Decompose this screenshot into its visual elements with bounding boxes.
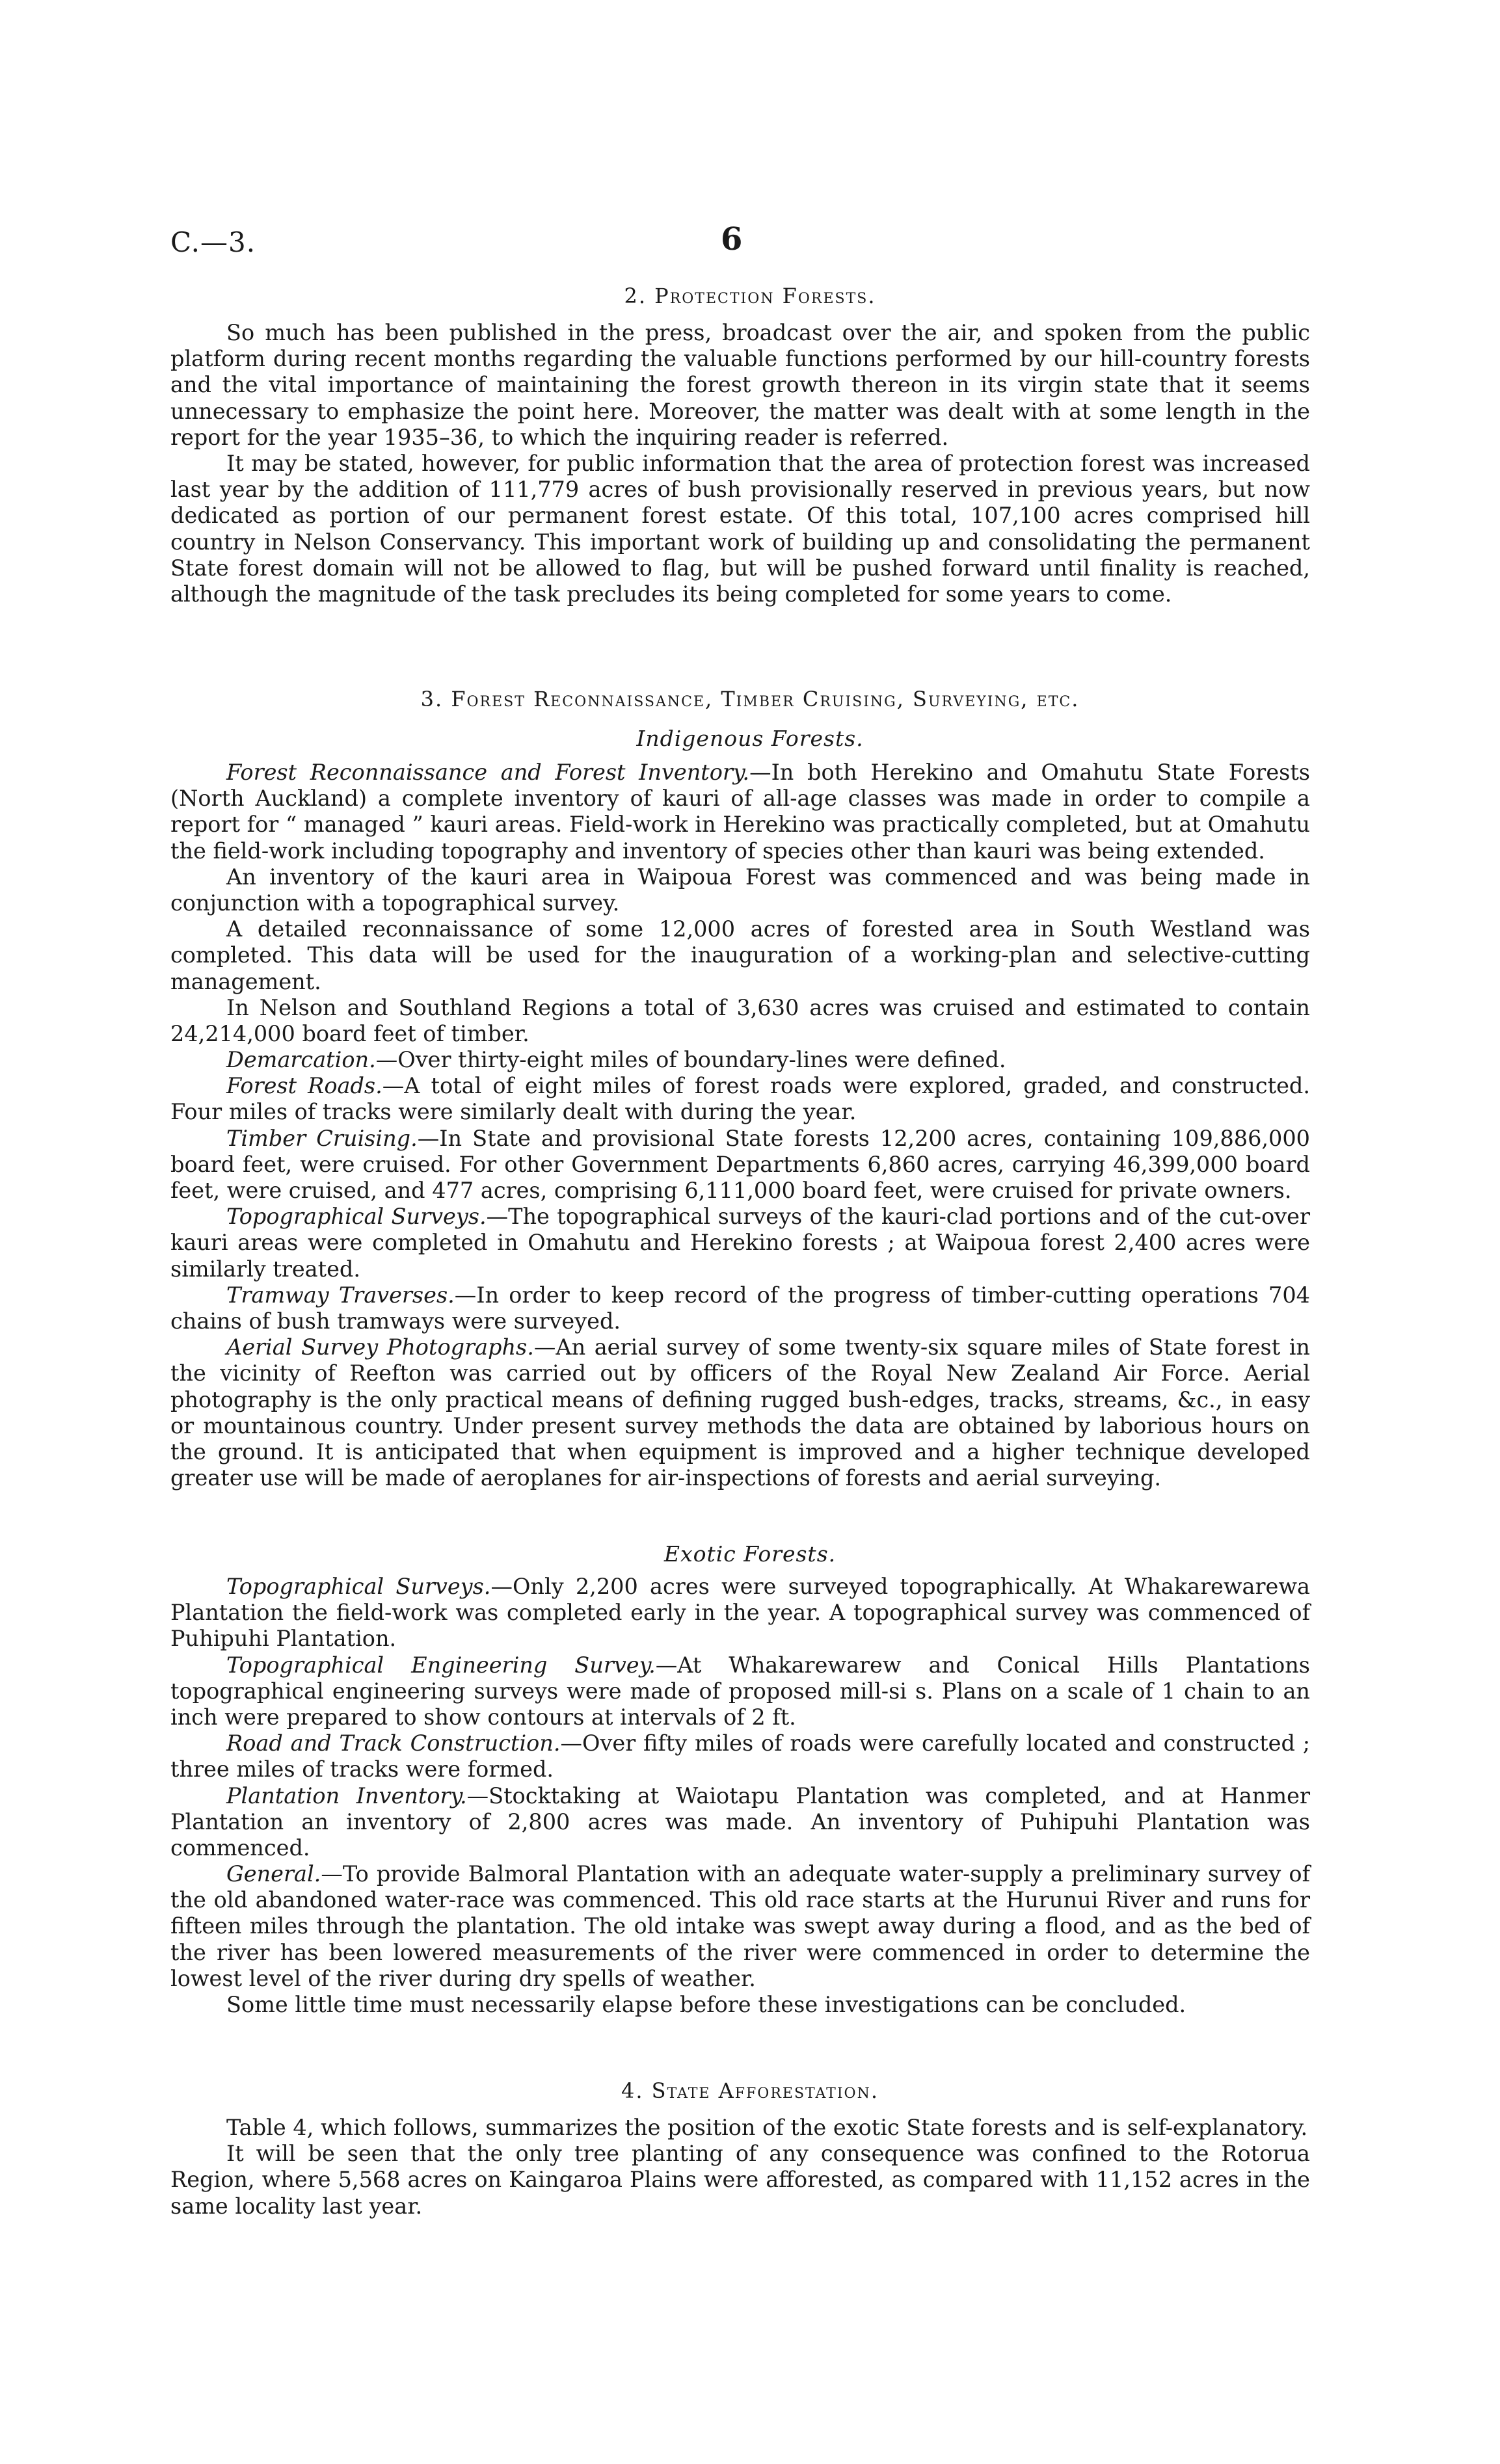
paragraph <box>170 864 1310 916</box>
paragraph-lead: General. <box>226 1861 321 1887</box>
paragraph-text: —Over fifty miles of roads were carefully located and constructed ; three miles of tracks were formed. <box>170 1730 1311 1782</box>
paragraph-text: In Nelson and Southland Regions a total of 3,630 acres was cruised and estimated to contain 24,214,000 board feet of timber. <box>170 994 1310 1046</box>
paragraph-text: —Over thirty-eight miles of boundary-lines were defined. <box>375 1047 1006 1073</box>
paragraph: Table 4, which follows, summarizes the position of the exotic State forests and is self-explanatory. <box>226 2115 1308 2140</box>
section-heading-protection-forests: 2. Protection Forests. <box>624 284 876 308</box>
section-protection-forests-body <box>170 320 1310 607</box>
paragraph-lead: Timber Cruising. <box>226 1125 418 1151</box>
paragraph-lead: Topographical Surveys. <box>226 1204 487 1230</box>
paragraph-lead: Topographical Surveys. <box>226 1574 491 1599</box>
paragraph-lead: Tramway Traverses. <box>226 1282 455 1308</box>
paragraph <box>170 1574 1310 1652</box>
paragraph-lead: Aerial Survey Photographs. <box>226 1334 534 1360</box>
exotic-forests-body <box>170 1574 1310 2018</box>
paragraph-lead: Road and Track Construction. <box>226 1730 561 1756</box>
paragraph <box>170 760 1310 864</box>
paragraph-lead: Forest Roads. <box>226 1073 382 1099</box>
paragraph-text: —To provide Balmoral Plantation with an adequate water-supply a preliminary survey of the old abandoned water-race was commenced. This old race starts at the Hurunui River and runs for fifteen miles through the plantation. The old intake was swept away during a flood, and as the bed of the river has been lowered measurements of the river were commenced in order to determine the lowest level of the river during dry spells of weather. <box>170 1861 1310 1991</box>
paragraph <box>170 1334 1310 1491</box>
section-heading-state-afforestation: 4. State Afforestation. <box>621 2078 879 2103</box>
page-reference: C.—3. <box>170 226 256 258</box>
paragraph <box>170 1992 1310 2018</box>
paragraph-text: —The topographical surveys of the kauri-clad portions and of the cut-over kauri areas were completed in Omahutu and Herekino forests ; at Waipoua forest 2,400 acres were similarly treated. <box>170 1204 1311 1282</box>
paragraph-text: —At Whakarewarew and Conical Hills Plantations topographical engineering surveys were made of proposed mill-si s. Plans on a scale of 1 chain to an inch were prepared to show contours at intervals of 2 ft. <box>170 1652 1310 1730</box>
paragraph <box>170 1783 1310 1862</box>
page-number: 6 <box>721 221 743 258</box>
paragraph-text: —In State and provisional State forests 12,200 acres, containing 109,886,000 board feet, were cruised. For other Government Departments 6,860 acres, carrying 46,399,000 board feet, were cruised, and 477 acres, comprising 6,111,000 board feet, were cruised for private owners. <box>170 1125 1310 1203</box>
paragraph-lead: Forest Reconnaissance and Forest Inventory. <box>226 760 750 785</box>
section-heading-forest-reconnaissance: 3. Forest Reconnaissance, Timber Cruising, Surveying, etc. <box>420 687 1080 711</box>
paragraph <box>170 1047 1310 1073</box>
paragraph: It will be seen that the only tree planting of any consequence was confined to the Rotorua Region, where 5,568 acres on Kaingaroa Plains were afforested, as compared with 11,152 acres in the same locality last year. <box>170 2141 1310 2219</box>
indigenous-forests-body <box>170 760 1310 1491</box>
paragraph <box>170 995 1310 1047</box>
paragraph-text: An inventory of the kauri area in Waipoua Forest was commenced and was being made in conjunction with a topographical survey. <box>170 864 1310 916</box>
paragraph <box>170 916 1310 995</box>
paragraph: So much has been published in the press, broadcast over the air, and spoken from the public platform during recent months regarding the valuable functions performed by our hill-country forests and the vital importance of maintaining the forest growth thereon in its virgin state that it seems unnecessary to emphasize the point here. Moreover, the matter was dealt with at some length in the report for the year 1935–36, to which the inquiring reader is referred. <box>170 320 1310 450</box>
paragraph <box>170 1126 1310 1204</box>
paragraph-text: —In order to keep record of the progress of timber-cutting operations 704 chains of bush tramways were surveyed. <box>170 1282 1310 1334</box>
paragraph-text: A detailed reconnaissance of some 12,000 acres of forested area in South Westland was completed. This data will be used for the inauguration of a working-plan and selective-cutting management. <box>170 916 1310 994</box>
state-afforestation-body <box>170 2115 1310 2219</box>
paragraph <box>170 1204 1310 1282</box>
paragraph: It may be stated, however, for public information that the area of protection forest was increased last year by the addition of 111,779 acres of bush provisionally reserved in previous years, but now dedicated as portion of our permanent forest estate. Of this total, 107,100 acres comprised hill country in Nelson Conservancy. This important work of building up and consolidating the permanent State forest domain will not be allowed to flag, but will be pushed forward until finality is reached, although the magnitude of the task precludes its being completed for some years to come. <box>170 450 1310 607</box>
paragraph-lead: Plantation Inventory. <box>226 1782 467 1808</box>
paragraph-lead: Topographical Engineering Survey. <box>226 1652 656 1678</box>
paragraph-text: Some little time must necessarily elapse before these investigations can be concluded. <box>226 1992 1186 2017</box>
paragraph <box>170 1282 1310 1334</box>
paragraph <box>170 1652 1310 1731</box>
paragraph-text: —Stocktaking at Waiotapu Plantation was completed, and at Hanmer Plantation an inventory of 2,800 acres was made. An inventory of Puhipuhi Plantation was commenced. <box>170 1782 1310 1861</box>
paragraph-lead: Demarcation. <box>226 1047 376 1073</box>
paragraph <box>170 1730 1310 1782</box>
paragraph-text: —In both Herekino and Omahutu State Forests (North Auckland) a complete inventory of kauri of all-age classes was made in order to compile a report for “ managed ” kauri areas. Field-work in Herekino was practically completed, but at Omahutu the field-work including topography and inventory of species other than kauri was being extended. <box>170 760 1310 864</box>
subheading-indigenous-forests: Indigenous Forests. <box>636 726 864 751</box>
paragraph-text: —An aerial survey of some twenty-six square miles of State forest in the vicinity of Reefton was carried out by officers of the Royal New Zealand Air Force. Aerial photography is the only practical means of defining rugged bush-edges, tracks, streams, &c., in easy or mountainous country. Under present survey methods the data are obtained by laborious hours on the ground. It is anticipated that when equipment is improved and a higher technique developed greater use will be made of aeroplanes for air-inspections of forests and aerial surveying. <box>170 1334 1310 1491</box>
paragraph <box>170 1073 1310 1125</box>
paragraph <box>170 1861 1310 1992</box>
subheading-exotic-forests: Exotic Forests. <box>663 1541 837 1567</box>
paragraph-text: —A total of eight miles of forest roads were explored, graded, and constructed. Four miles of tracks were similarly dealt with during the year. <box>170 1073 1310 1125</box>
paragraph-text: —Only 2,200 acres were surveyed topographically. At Whakarewarewa Plantation the field-work was completed early in the year. A topographical survey was commenced of Puhipuhi Plantation. <box>170 1574 1310 1652</box>
